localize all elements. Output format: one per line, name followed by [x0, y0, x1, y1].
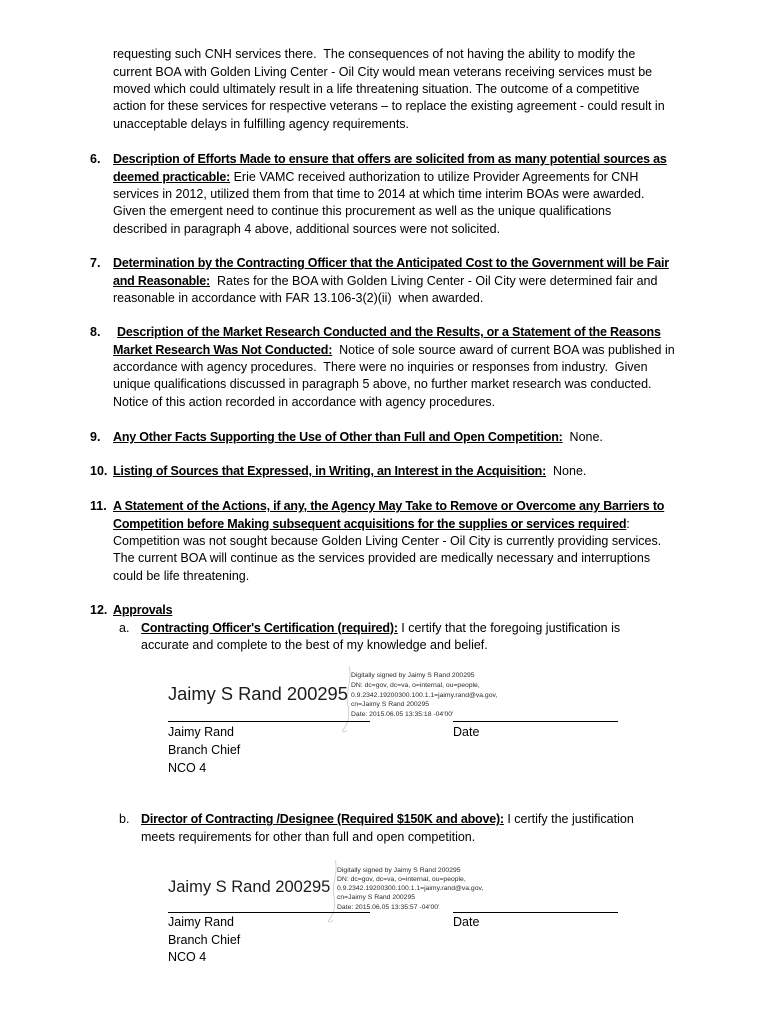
subitem-line: accurate and complete to the best of my knowledge and belief. [141, 637, 488, 652]
item-text: None. [562, 430, 603, 445]
item-line: described in paragraph 4 above, additional sources were not solicited. [113, 221, 501, 236]
item-text: None. [546, 464, 587, 479]
signature-detail-line: cn=Jaimy S Rand 200295 [337, 894, 416, 902]
intro-paragraph [113, 46, 753, 133]
item-line [113, 498, 753, 515]
item-number: 9. [90, 430, 101, 445]
item-line [113, 342, 753, 359]
item-12-b [113, 811, 753, 846]
item-line: unique qualifications discussed in paragraph 5 above, no further market research was conducted. [113, 377, 652, 392]
item-text: Erie VAMC received authorization to utilize Provider Agreements for CNH [230, 169, 639, 184]
paragraph-line: action for these services for respective veterans – to replace the existing agreement - could result in [113, 99, 665, 114]
subitem-heading: Director of Contracting /Designee (Required $150K and above): [141, 812, 504, 827]
signature-detail-line: Digitally signed by Jaimy S Rand 200295 [351, 672, 475, 679]
item-text: Notice of sole source award of current BOA was published in [332, 342, 675, 357]
item-heading: Market Research Was Not Conducted: [113, 342, 333, 357]
item-line: Competition was not sought because Golden Living Center - Oil City is currently providing services. [113, 533, 662, 548]
signature-detail-line: Date: 2015.06.05 13:35:57 -04'00' [337, 903, 440, 911]
signature-line [168, 912, 370, 913]
signer-name: Jaimy Rand [168, 915, 234, 930]
signature-detail-line: cn=Jaimy S Rand 200295 [351, 701, 430, 709]
item-line [113, 255, 753, 272]
item-heading: Description of the Market Research Conducted and the Results, or a Statement of the Reasons [117, 325, 661, 340]
item-line [113, 463, 753, 480]
date-label: Date [453, 725, 480, 739]
item-number: 8. [90, 325, 101, 340]
item-line: services in 2012, utilized them from that time to 2014 at which time interim BOAs were awarded. [113, 186, 645, 201]
subitem-heading: Contracting Officer's Certification (required): [141, 620, 398, 635]
signer-title: Branch Chief [168, 932, 241, 947]
item-line: Given the emergent need to continue this procurement as well as the unique qualifications [113, 204, 612, 219]
digital-signature-name: Jaimy S Rand 200295 [168, 683, 348, 704]
signature-detail-line: 0.9.2342.19200300.100.1.1=jaimy.rand@va.gov, [337, 885, 484, 893]
item-number: 10. [90, 464, 108, 479]
item-10 [90, 463, 753, 480]
signer-office: NCO 4 [168, 761, 207, 775]
signature-detail-line: Digitally signed by Jaimy S Rand 200295 [337, 866, 461, 874]
paragraph-line: current BOA with Golden Living Center - Oil City would mean veterans receiving services must be [113, 64, 653, 79]
item-text: : [626, 516, 630, 531]
item-heading: Any Other Facts Supporting the Use of Other than Full and Open Competition: [113, 430, 563, 445]
item-line: reasonable in accordance with FAR 13.106-3(2)(ii) when awarded. [113, 290, 484, 305]
item-9 [90, 429, 753, 446]
item-number: 11. [90, 499, 107, 514]
item-line [113, 516, 753, 533]
signer-title: Branch Chief [168, 743, 241, 757]
date-line [453, 721, 618, 722]
item-line [113, 273, 753, 290]
item-number: 12. [90, 603, 108, 618]
item-heading: Determination by the Contracting Officer that the Anticipated Cost to the Government will be Fair [113, 256, 669, 271]
digital-signature-details [351, 671, 497, 720]
item-line [113, 169, 753, 186]
signer-name: Jaimy Rand [168, 725, 234, 739]
item-line [113, 151, 753, 168]
item-line [113, 324, 753, 341]
item-line [113, 602, 753, 619]
item-line: accordance with agency procedures. There were no inquiries or responses from industry. Given [113, 359, 648, 374]
item-heading: Description of Efforts Made to ensure that offers are solicited from as many potential sources as [113, 152, 667, 167]
item-heading: Listing of Sources that Expressed, in Writing, an Interest in the Acquisition: [113, 464, 547, 479]
signature-detail-line: 0.9.2342.19200300.100.1.1=jaimy.rand@va.gov, [351, 691, 498, 699]
subitem-text: I certify the justification [503, 812, 634, 827]
item-6 [90, 151, 753, 238]
signature-detail-line: DN: dc=gov, dc=va, o=internal, ou=people, [337, 875, 466, 883]
signer-block [168, 914, 240, 967]
signature-line [168, 721, 370, 722]
item-line: The current BOA will continue as the services provided are medically necessary and interruptions [113, 551, 651, 566]
signer-office: NCO 4 [168, 950, 207, 965]
subitem-text: I certify that the foregoing justification is [397, 620, 621, 635]
item-text: Rates for the BOA with Golden Living Center - Oil City were determined fair and [210, 273, 658, 288]
digital-signature-details [337, 866, 483, 912]
subitem-marker: a. [119, 620, 130, 635]
item-line: Notice of this action recorded in accordance with agency procedures. [113, 394, 496, 409]
item-heading: A Statement of the Actions, if any, the Agency May Take to Remove or Overcome any Barriers to [113, 499, 665, 514]
item-number: 7. [90, 256, 101, 271]
item-12 [90, 602, 753, 654]
paragraph-line: unacceptable delays in fulfilling agency requirements. [113, 116, 410, 131]
item-line: could be life threatening. [113, 568, 250, 583]
subitem-line: meets requirements for other than full and open competition. [141, 829, 476, 844]
item-11 [90, 498, 753, 585]
digital-signature-name: Jaimy S Rand 200295 [168, 878, 331, 896]
date-line [453, 912, 618, 913]
signature-detail-line: Date: 2015.06.05 13:35:18 -04'00' [351, 711, 454, 719]
paragraph-line: moved which could ultimately result in a life threatening situation. The outcome of a competitive [113, 81, 640, 96]
subitem-marker: b. [119, 812, 130, 827]
subitem-line [113, 811, 753, 828]
paragraph-line: requesting such CNH services there. The consequences of not having the ability to modify the [113, 47, 636, 62]
item-heading: and Reasonable: [113, 273, 211, 288]
item-7 [90, 255, 753, 307]
signer-block [168, 723, 240, 777]
subitem-line [113, 620, 753, 637]
item-heading: Approvals [113, 603, 173, 618]
item-number: 6. [90, 152, 101, 167]
item-8 [90, 324, 753, 411]
item-heading: Competition before Making subsequent acquisitions for the supplies or services required [113, 516, 627, 531]
item-line [113, 429, 753, 446]
date-label: Date [453, 915, 480, 930]
item-heading: deemed practicable: [113, 169, 231, 184]
signature-detail-line: DN: dc=gov, dc=va, o=internal, ou=people, [351, 681, 480, 689]
